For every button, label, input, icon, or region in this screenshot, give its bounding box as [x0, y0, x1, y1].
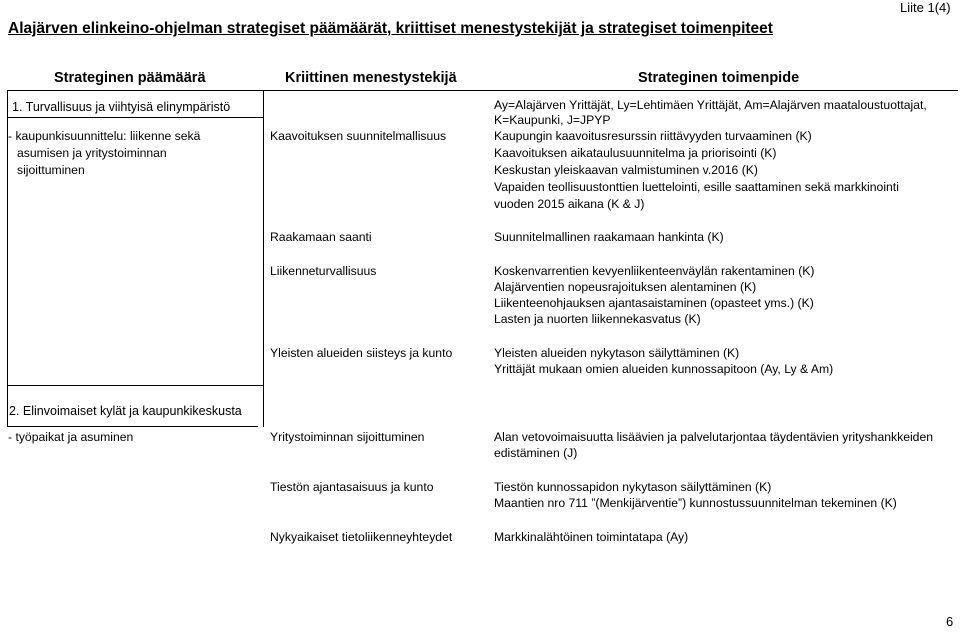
- action-line: Yleisten alueiden nykytason säilyttäminen (K): [494, 346, 740, 360]
- abbreviations-line-2: K=Kaupunki, J=JPYP: [494, 113, 611, 127]
- factor-raakamaa: Raakamaan saanti: [270, 230, 372, 244]
- document-title: Alajärven elinkeino-ohjelman strategiset päämäärät, kriittiset menestystekijät ja strategiset toimenpiteet: [8, 20, 773, 37]
- appendix-label: Liite 1(4): [900, 0, 951, 15]
- action-line: Markkinalähtöinen toimintatapa (Ay): [494, 530, 689, 544]
- factor-yritystoiminta: Yritystoiminnan sijoittuminen: [270, 430, 425, 444]
- factor-liikenneturvallisuus: Liikenneturvallisuus: [270, 264, 377, 278]
- action-line: Suunnitelmallinen raakamaan hankinta (K): [494, 230, 724, 244]
- action-line: Vapaiden teollisuustonttien luettelointi, esille saattaminen sekä markkinointi: [494, 180, 899, 194]
- column-header-goal: Strateginen päämäärä: [54, 70, 206, 86]
- action-line: Maantien nro 711 ”(Menkijärventie”) kunnostussuunnitelman tekeminen (K): [494, 496, 897, 510]
- factor-tietoliikenne: Nykyaikaiset tietoliikenneyhteydet: [270, 530, 453, 544]
- column-header-factor: Kriittinen menestystekijä: [285, 70, 457, 86]
- section1-goal-line-1: - kaupunkisuunnittelu: liikenne sekä: [8, 129, 201, 143]
- action-line: Tiestön kunnossapidon nykytason säilyttäminen (K): [494, 480, 772, 494]
- section1-heading: 1. Turvallisuus ja viihtyisä elinympäristö: [12, 100, 231, 114]
- section1-bottom-rule: [7, 385, 263, 386]
- action-line: Kaavoituksen aikataulusuunnitelma ja priorisointi (K): [494, 146, 777, 160]
- section1-goal-line-3: sijoittuminen: [17, 163, 85, 177]
- section2-heading-rule: [7, 426, 258, 427]
- action-line: Lasten ja nuorten liikennekasvatus (K): [494, 312, 701, 326]
- section1-heading-rule: [7, 117, 263, 118]
- factor-kaavoitus: Kaavoituksen suunnitelmallisuus: [270, 129, 447, 143]
- action-line: Koskenvarrentien kevyenliikenteenväylän rakentaminen (K): [494, 264, 815, 278]
- header-rule: [7, 90, 958, 91]
- page-number: 6: [946, 614, 954, 629]
- factor-tiesto: Tiestön ajantasaisuus ja kunto: [270, 480, 434, 494]
- abbreviations-line-1: Ay=Alajärven Yrittäjät, Ly=Lehtimäen Yrittäjät, Am=Alajärven maataloustuottajat,: [494, 98, 927, 112]
- section1-divider: [263, 90, 264, 427]
- action-line: Liikenteenohjauksen ajantasaistaminen (opasteet yms.) (K): [494, 296, 814, 310]
- action-line: Alan vetovoimaisuutta lisäävien ja palvelutarjontaa täydentävien yrityshankkeiden: [494, 430, 934, 444]
- action-line: edistäminen (J): [494, 446, 578, 460]
- action-line: Kaupungin kaavoitusresurssin riittävyyden turvaaminen (K): [494, 129, 812, 143]
- action-line: Yrittäjät mukaan omien alueiden kunnossapitoon (Ay, Ly & Am): [494, 362, 834, 376]
- action-line: Alajärventien nopeusrajoituksen alentaminen (K): [494, 280, 757, 294]
- section2-heading: 2. Elinvoimaiset kylät ja kaupunkikeskusta: [9, 404, 242, 418]
- factor-yleiset-alueet: Yleisten alueiden siisteys ja kunto: [270, 346, 453, 360]
- action-line: vuoden 2015 aikana (K & J): [494, 197, 645, 211]
- column-header-action: Strateginen toimenpide: [638, 70, 800, 86]
- section2-goal: - työpaikat ja asuminen: [8, 430, 134, 444]
- section1-goal-line-2: asumisen ja yritystoiminnan: [17, 146, 167, 160]
- action-line: Keskustan yleiskaavan valmistuminen v.2016 (K): [494, 163, 758, 177]
